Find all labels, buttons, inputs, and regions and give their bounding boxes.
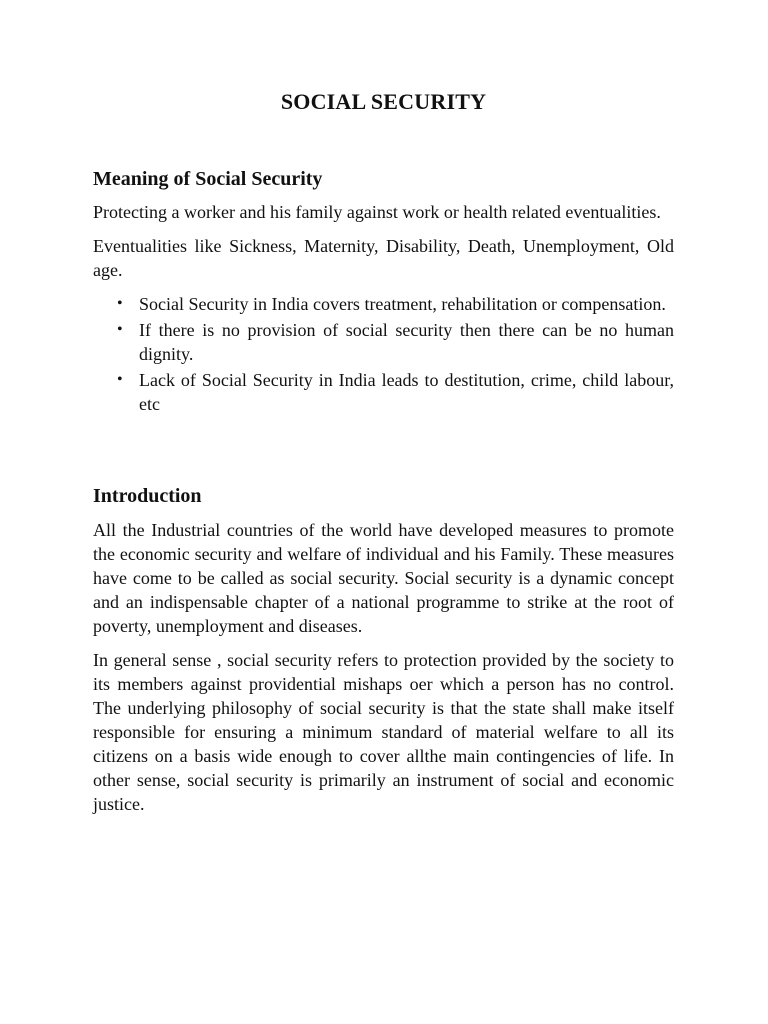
meaning-bullet-list <box>93 292 674 416</box>
meaning-paragraph-1: Protecting a worker and his family against work or health related eventualities. <box>93 202 661 222</box>
meaning-paragraph-2: Eventualities like Sickness, Maternity, Disability, Death, Unemployment, Old age. <box>93 236 674 280</box>
section-heading-meaning: Meaning of Social Security <box>93 168 323 190</box>
document-page <box>93 86 674 816</box>
list-item <box>93 318 674 366</box>
list-item-text: Social Security in India covers treatment, rehabilitation or compensation. <box>139 294 666 314</box>
section-heading-introduction: Introduction <box>93 485 202 507</box>
list-item-text: Lack of Social Security in India leads to destitution, crime, child labour, etc <box>139 370 674 414</box>
list-item <box>93 368 674 416</box>
introduction-paragraph-2: In general sense , social security refers to protection provided by the society to its members against providential mishaps oer which a person has no control. The underlying philosophy of social security is that the state shall make itself responsible for ensuring a minimum standard of material welfare to all its citizens on a basis wide enough to cover allthe main contingencies of life. In other sense, social security is primarily an instrument of social and economic justice. <box>93 650 674 814</box>
page-title: SOCIAL SECURITY <box>280 89 487 114</box>
bullet-icon: • <box>117 371 123 388</box>
bullet-icon: • <box>117 321 123 338</box>
list-item <box>93 292 674 316</box>
bullet-icon: • <box>117 295 123 312</box>
introduction-paragraph-1: All the Industrial countries of the world have developed measures to promote the economic security and welfare of individual and his Family. These measures have come to be called as social security. Social security is a dynamic concept and an indispensable chapter of a national programme to strike at the root of poverty, unemployment and diseases. <box>93 520 674 636</box>
list-item-text: If there is no provision of social security then there can be no human dignity. <box>139 320 674 364</box>
